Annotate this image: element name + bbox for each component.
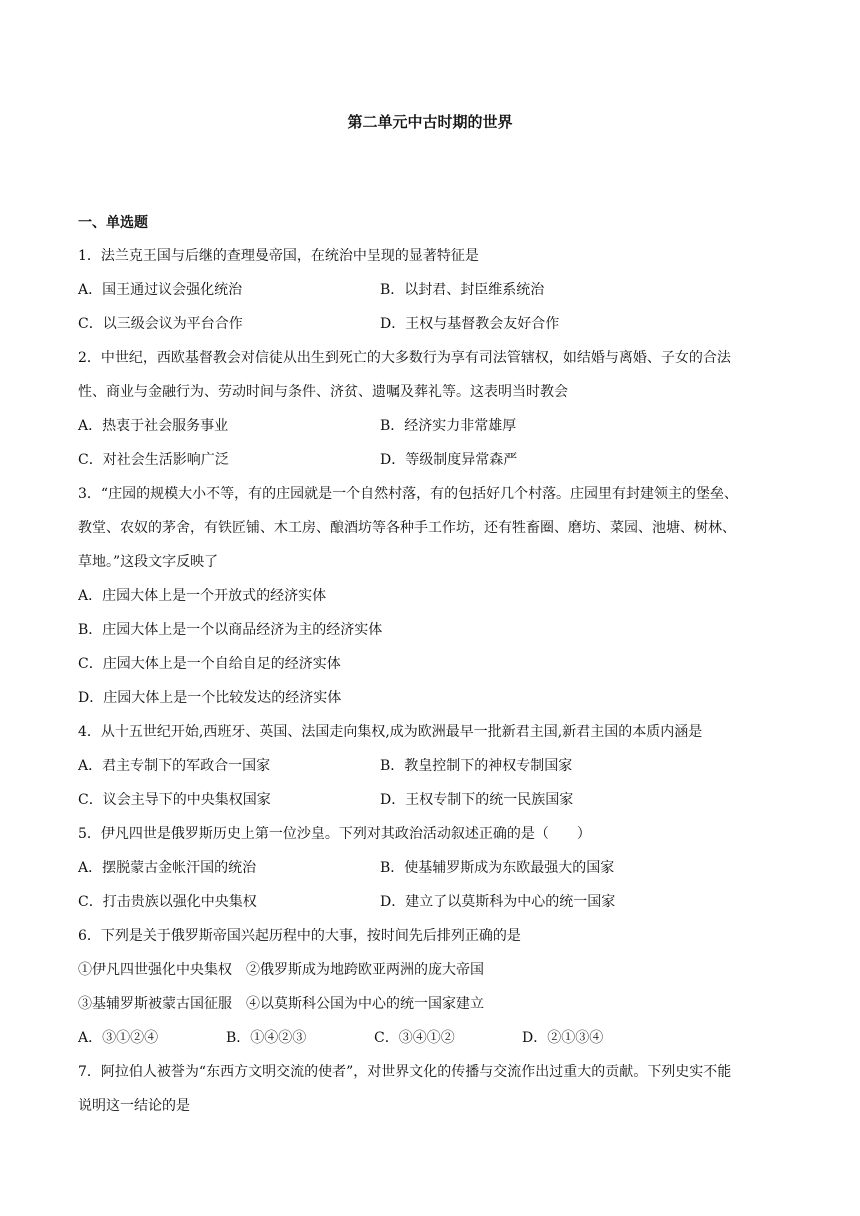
options-row <box>78 618 786 652</box>
answer-option[interactable]: B．经济实力非常雄厚 <box>380 418 517 434</box>
page-title: 第二单元中古时期的世界 <box>347 113 513 131</box>
question-stem-line: 草地。”这段文字反映了 <box>78 554 219 570</box>
answer-option[interactable]: C．以三级会议为平台合作 <box>78 316 243 332</box>
question-stem-line: 说明这一结论的是 <box>78 1098 190 1114</box>
question-stem-line: 1．法兰克王国与后继的查理曼帝国，在统治中呈现的显著特征是 <box>78 248 479 264</box>
answer-option[interactable]: A．摆脱蒙古金帐汗国的统治 <box>78 860 257 876</box>
answer-option[interactable]: D．庄园大体上是一个比较发达的经济实体 <box>78 690 342 706</box>
question-stem-line: 7．阿拉伯人被誉为“东西方文明交流的使者”，对世界文化的传播与交流作出过重大的贡献。下列史实不能 <box>78 1064 732 1080</box>
answer-option[interactable]: A．国王通过议会强化统治 <box>78 282 243 298</box>
answer-option[interactable]: D．建立了以莫斯科为中心的统一国家 <box>380 894 616 910</box>
options-row <box>78 278 786 312</box>
answer-option[interactable]: C．议会主导下的中央集权国家 <box>78 792 271 808</box>
options-row <box>78 788 786 822</box>
options-row <box>78 856 786 890</box>
answer-option[interactable]: D．②①③④ <box>522 1030 604 1046</box>
answer-option[interactable]: D．王权专制下的统一民族国家 <box>380 792 574 808</box>
question-stem-line: 3．“庄园的规模大小不等，有的庄园就是一个自然村落，有的包括好几个村落。庄园里有封建领主的堡垒、 <box>78 486 739 502</box>
section-heading: 一、单选题 <box>78 215 148 231</box>
answer-option[interactable]: D．王权与基督教会友好合作 <box>380 316 560 332</box>
answer-option[interactable]: D．等级制度异常森严 <box>380 452 518 468</box>
options-row <box>78 754 786 788</box>
options-row <box>78 652 786 686</box>
options-row <box>78 414 786 448</box>
question-list <box>78 244 786 1128</box>
options-row <box>78 686 786 720</box>
answer-option[interactable]: C．对社会生活影响广泛 <box>78 452 229 468</box>
question-stem-line: 4．从十五世纪开始,西班牙、英国、法国走向集权,成为欧洲最早一批新君主国,新君主国的本质内涵是 <box>78 724 703 740</box>
answer-option[interactable]: B．使基辅罗斯成为东欧最强大的国家 <box>380 860 615 876</box>
question-stem-line: 教堂、农奴的茅舍，有铁匠铺、木工房、酿酒坊等各种手工作坊，还有牲畜圈、磨坊、菜园、池塘、树林、 <box>78 520 736 536</box>
answer-option[interactable]: B．教皇控制下的神权专制国家 <box>380 758 573 774</box>
answer-option[interactable]: C．③④①② <box>374 1030 455 1046</box>
answer-option[interactable]: C．打击贵族以强化中央集权 <box>78 894 257 910</box>
question-stem-line: ③基辅罗斯被蒙古国征服 ④以莫斯科公国为中心的统一国家建立 <box>78 996 484 1012</box>
question-stem-line: 6．下列是关于俄罗斯帝国兴起历程中的大事，按时间先后排列正确的是 <box>78 928 521 944</box>
question-stem-line: 2．中世纪，西欧基督教会对信徒从出生到死亡的大多数行为享有司法管辖权，如结婚与离婚、子女的合法 <box>78 350 731 366</box>
answer-option[interactable]: B．①④②③ <box>226 1030 307 1046</box>
options-row <box>78 448 786 482</box>
answer-option[interactable]: A．君主专制下的军政合一国家 <box>78 758 271 774</box>
options-row <box>78 584 786 618</box>
answer-option[interactable]: B．庄园大体上是一个以商品经济为主的经济实体 <box>78 622 383 638</box>
answer-option[interactable]: A．庄园大体上是一个开放式的经济实体 <box>78 588 327 604</box>
answer-option[interactable]: A．热衷于社会服务事业 <box>78 418 229 434</box>
answer-option[interactable]: B．以封君、封臣维系统治 <box>380 282 545 298</box>
answer-option[interactable]: A．③①②④ <box>78 1030 159 1046</box>
options-row <box>78 312 786 346</box>
question-stem-line: 性、商业与金融行为、劳动时间与条件、济贫、遗嘱及葬礼等。这表明当时教会 <box>78 384 568 400</box>
question-stem-line: 5．伊凡四世是俄罗斯历史上第一位沙皇。下列对其政治活动叙述正确的是（ ） <box>78 826 591 842</box>
options-row <box>78 1026 786 1060</box>
options-row <box>78 890 786 924</box>
question-stem-line: ①伊凡四世强化中央集权 ②俄罗斯成为地跨欧亚两洲的庞大帝国 <box>78 962 484 978</box>
answer-option[interactable]: C．庄园大体上是一个自给自足的经济实体 <box>78 656 341 672</box>
